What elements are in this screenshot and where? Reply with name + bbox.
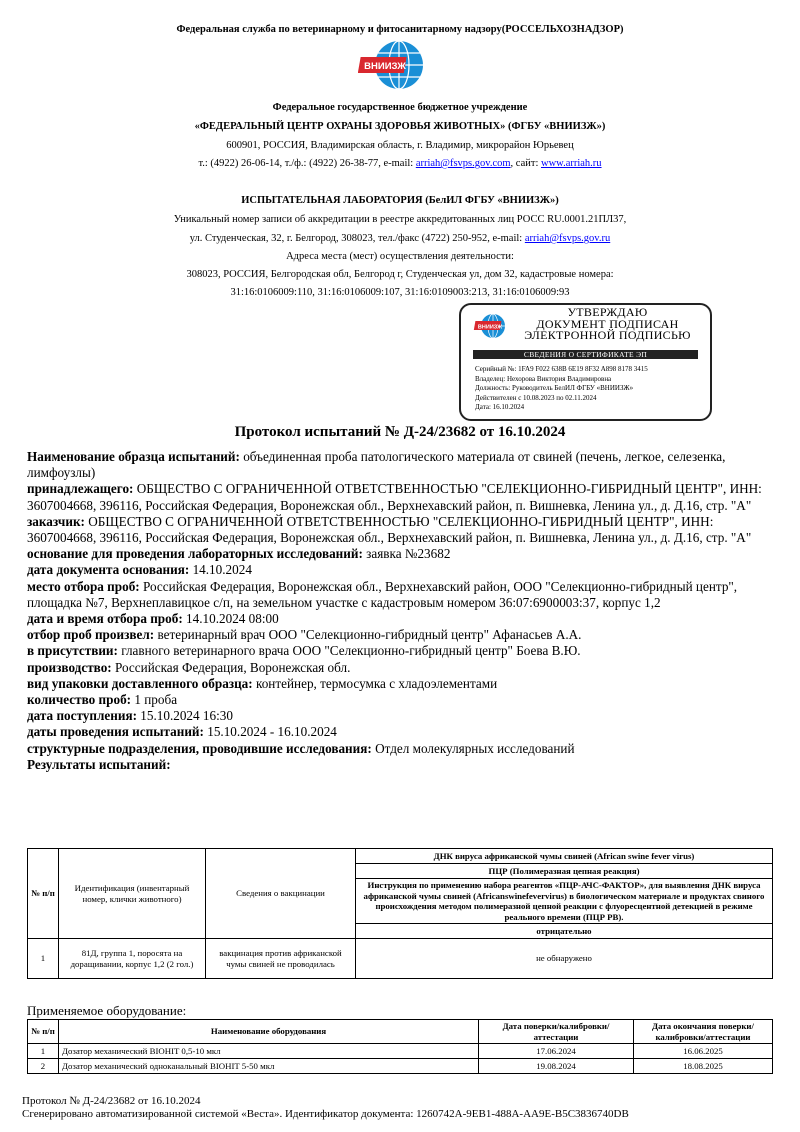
field-basis: основание для проведения лабораторных исследований: заявка №23682 [27, 546, 451, 562]
equipment-table [27, 1019, 773, 1074]
results-header-virus: ДНК вируса африканской чумы свиней (African swine fever virus) [356, 849, 773, 864]
stamp-details [475, 365, 648, 413]
footer-generated: Сгенерировано автоматизированной системой «Веста». Идентификатор документа: 1260742A-9EB1-488A-AA9E-B5C3836740DB [22, 1108, 629, 1120]
field-production: производство: Российская Федерация, Воронежская обл. [27, 659, 351, 675]
lab-email-link[interactable]: arriah@fsvps.gov.ru [524, 233, 611, 244]
e-signature-stamp [459, 303, 712, 421]
equipment-cell-num: 2 [28, 1059, 59, 1074]
stamp-position: Должность: Руководитель БелИЛ ФГБУ «ВНИИЗЖ» [475, 384, 634, 392]
lab-activity-address: 308023, РОССИЯ, Белгородская обл, Белгород г, Студенческая ул, дом 32, кадастровые номера: [186, 269, 614, 280]
field-sample-name: Наименование образца испытаний: объединенная проба патологического материала от свиней (печень, легкое, селезенка, лимфоузлы) [27, 449, 726, 481]
results-cell-vaccination: вакцинация против африканской чумы свиней не проводилась [206, 939, 356, 979]
equipment-cell-name: Дозатор механический одноканальный BIOHIT 5-50 мкл [59, 1059, 479, 1074]
equipment-cell-end-date: 16.06.2025 [634, 1044, 773, 1059]
footer-protocol: Протокол № Д-24/23682 от 16.10.2024 [22, 1095, 201, 1107]
results-header-vaccination: Сведения о вакцинации [206, 849, 356, 939]
svg-text:ВНИИЗЖ: ВНИИЗЖ [364, 61, 406, 72]
stamp-validity: Действителен с 10.08.2023 по 02.11.2024 [475, 393, 597, 402]
results-header-norm: отрицательно [356, 924, 773, 939]
equipment-label: Применяемое оборудование: [27, 1003, 187, 1018]
stamp-owner: Владелец: Нехорова Виктория Владимировна [475, 374, 612, 383]
table-row [28, 1059, 773, 1074]
institution-contacts: т.: (4922) 26-06-14, т./ф.: (4922) 26-38-77, e-mail: arriah@fsvps.gov.com, сайт: www.arriah.ru [198, 158, 602, 169]
stamp-serial: Серийный №: 1FA9 F022 638B 6E19 8F32 A898 8178 3415 [475, 365, 648, 373]
results-header-id: Идентификация (инвентарный номер, клички животного) [59, 849, 206, 939]
field-owner: принадлежащего: ОБЩЕСТВО С ОГРАНИЧЕННОЙ ОТВЕТСТВЕННОСТЬЮ "СЕЛЕКЦИОННО-ГИБРИДНЫЙ ЦЕНТР", ИНН: 3607004668, 396116, Российская Федерация, Воронежская обл., Верхнехавский район, п. Вишневка, Ленина ул., д. Д.16, стр. "А" [27, 481, 762, 513]
field-sampled-by: отбор проб произвел: ветеринарный врач ООО "Селекционно-гибридный центр" Афанасьев А.А. [27, 627, 582, 643]
table-row [28, 1044, 773, 1059]
field-sample-count: количество проб: 1 проба [27, 692, 178, 708]
field-received: дата поступления: 15.10.2024 16:30 [27, 708, 233, 724]
equipment-cell-name: Дозатор механический BIOHIT 0,5-10 мкл [59, 1044, 479, 1059]
protocol-title: Протокол испытаний № Д-24/23682 от 16.10.2024 [234, 424, 566, 440]
equipment-cell-num: 1 [28, 1044, 59, 1059]
field-departments: структурные подразделения, проводившие исследования: Отдел молекулярных исследований [27, 740, 575, 756]
equipment-header-num: № п/п [28, 1020, 59, 1044]
institution-type: Федеральное государственное бюджетное учреждение [272, 102, 528, 113]
lab-address: ул. Студенческая, 32, г. Белгород, 308023, тел./факс (4722) 250-952, e-mail: arriah@fsvps.gov.ru [189, 233, 611, 244]
institution-address: 600901, РОССИЯ, Владимирская область, г. Владимир, микрорайон Юрьевец [226, 140, 574, 151]
results-table [27, 848, 773, 979]
results-cell-num: 1 [28, 939, 59, 979]
protocol-fields [27, 449, 777, 773]
vniizzh-logo [358, 38, 440, 100]
svg-text:ВНИИЗЖ: ВНИИЗЖ [477, 324, 503, 331]
equipment-header-name: Наименование оборудования [59, 1020, 479, 1044]
stamp-date: Дата: 16.10.2024 [475, 403, 525, 411]
field-results-heading: Результаты испытаний: [27, 756, 171, 772]
field-basis-date: дата документа основания: 14.10.2024 [27, 562, 252, 578]
results-cell-result: не обнаружено [356, 939, 773, 979]
institution-site-link[interactable]: www.arriah.ru [541, 158, 602, 169]
results-header-method: ПЦР (Полимеразная цепная реакция) [356, 864, 773, 879]
field-customer: заказчик: ОБЩЕСТВО С ОГРАНИЧЕННОЙ ОТВЕТСТВЕННОСТЬЮ "СЕЛЕКЦИОННО-ГИБРИДНЫЙ ЦЕНТР", ИНН: 3607004668, 396116, Российская Федерация, Воронежская обл., Верхнехавский район, п. Вишневка, Ленина ул., д. Д.16, стр. "А" [27, 513, 752, 546]
stamp-heading: УТВЕРЖДАЮ ДОКУМЕНТ ПОДПИСАН ЭЛЕКТРОННОЙ ПОДПИСЬЮ [524, 305, 691, 342]
stamp-cert-bar: СВЕДЕНИЯ О СЕРТИФИКАТЕ ЭП [473, 350, 698, 359]
field-packaging: вид упаковки доставленного образца: контейнер, термосумка с хладоэлементами [27, 675, 498, 691]
lab-accreditation: Уникальный номер записи об аккредитации в реестре аккредитованных лиц РОСС RU.0001.21ПЛ37, [173, 214, 627, 225]
results-header-instruction: Инструкция по применению набора реагентов «ПЦР-АЧС-ФАКТОР», для выявления ДНК вируса африканской чумы свиней (Africanswinefevervirus) в биологическом материале и продуктах свиного происхождения методом полимеразной цепной реакции с флуоресцентной детекцией в режиме реального времени (ПЦР РВ). [356, 879, 773, 924]
field-sampling-datetime: дата и время отбора проб: 14.10.2024 08:00 [27, 611, 279, 627]
equipment-cell-date: 17.06.2024 [479, 1044, 634, 1059]
equipment-cell-end-date: 18.08.2025 [634, 1059, 773, 1074]
equipment-header-end-date: Дата окончания поверки/калибровки/аттестации [634, 1020, 773, 1044]
field-in-presence: в присутствии: главного ветеринарного врача ООО "Селекционно-гибридный центр" Боева В.Ю. [27, 643, 581, 659]
field-test-dates: даты проведения испытаний: 15.10.2024 - 16.10.2024 [27, 724, 337, 740]
equipment-header-date: Дата поверки/калибровки/аттестации [479, 1020, 634, 1044]
field-sampling-place: место отбора проб: Российская Федерация, Воронежская обл., Верхнехавский район, ООО "Селекционно-гибридный центр", площадка №7, Верхнеплавицкое с/п, на земельном участке с кадастровым номером 36:07:6900003:37, корпус 1,2 [27, 578, 738, 610]
institution-name: «ФЕДЕРАЛЬНЫЙ ЦЕНТР ОХРАНЫ ЗДОРОВЬЯ ЖИВОТНЫХ» (ФГБУ «ВНИИЗЖ») [194, 121, 606, 132]
agency-name: Федеральная служба по ветеринарному и фитосанитарному надзору(РОССЕЛЬХОЗНАДЗОР) [176, 24, 624, 35]
table-row [28, 939, 773, 979]
page-footer [22, 1095, 629, 1121]
stamp-logo [473, 312, 513, 342]
equipment-cell-date: 19.08.2024 [479, 1059, 634, 1074]
lab-cadastral: 31:16:0106009:110, 31:16:0106009:107, 31:16:0109003:213, 31:16:0106009:93 [230, 287, 570, 298]
lab-name: ИСПЫТАТЕЛЬНАЯ ЛАБОРАТОРИЯ (БелИЛ ФГБУ «ВНИИЗЖ») [241, 195, 559, 206]
results-header-num: № п/п [28, 849, 59, 939]
institution-email-link[interactable]: arriah@fsvps.gov.com [415, 158, 511, 169]
lab-activity-label: Адреса места (мест) осуществления деятельности: [286, 251, 514, 262]
results-cell-id: 81Д, группа 1, поросята на доращивании, корпус 1,2 (2 гол.) [59, 939, 206, 979]
